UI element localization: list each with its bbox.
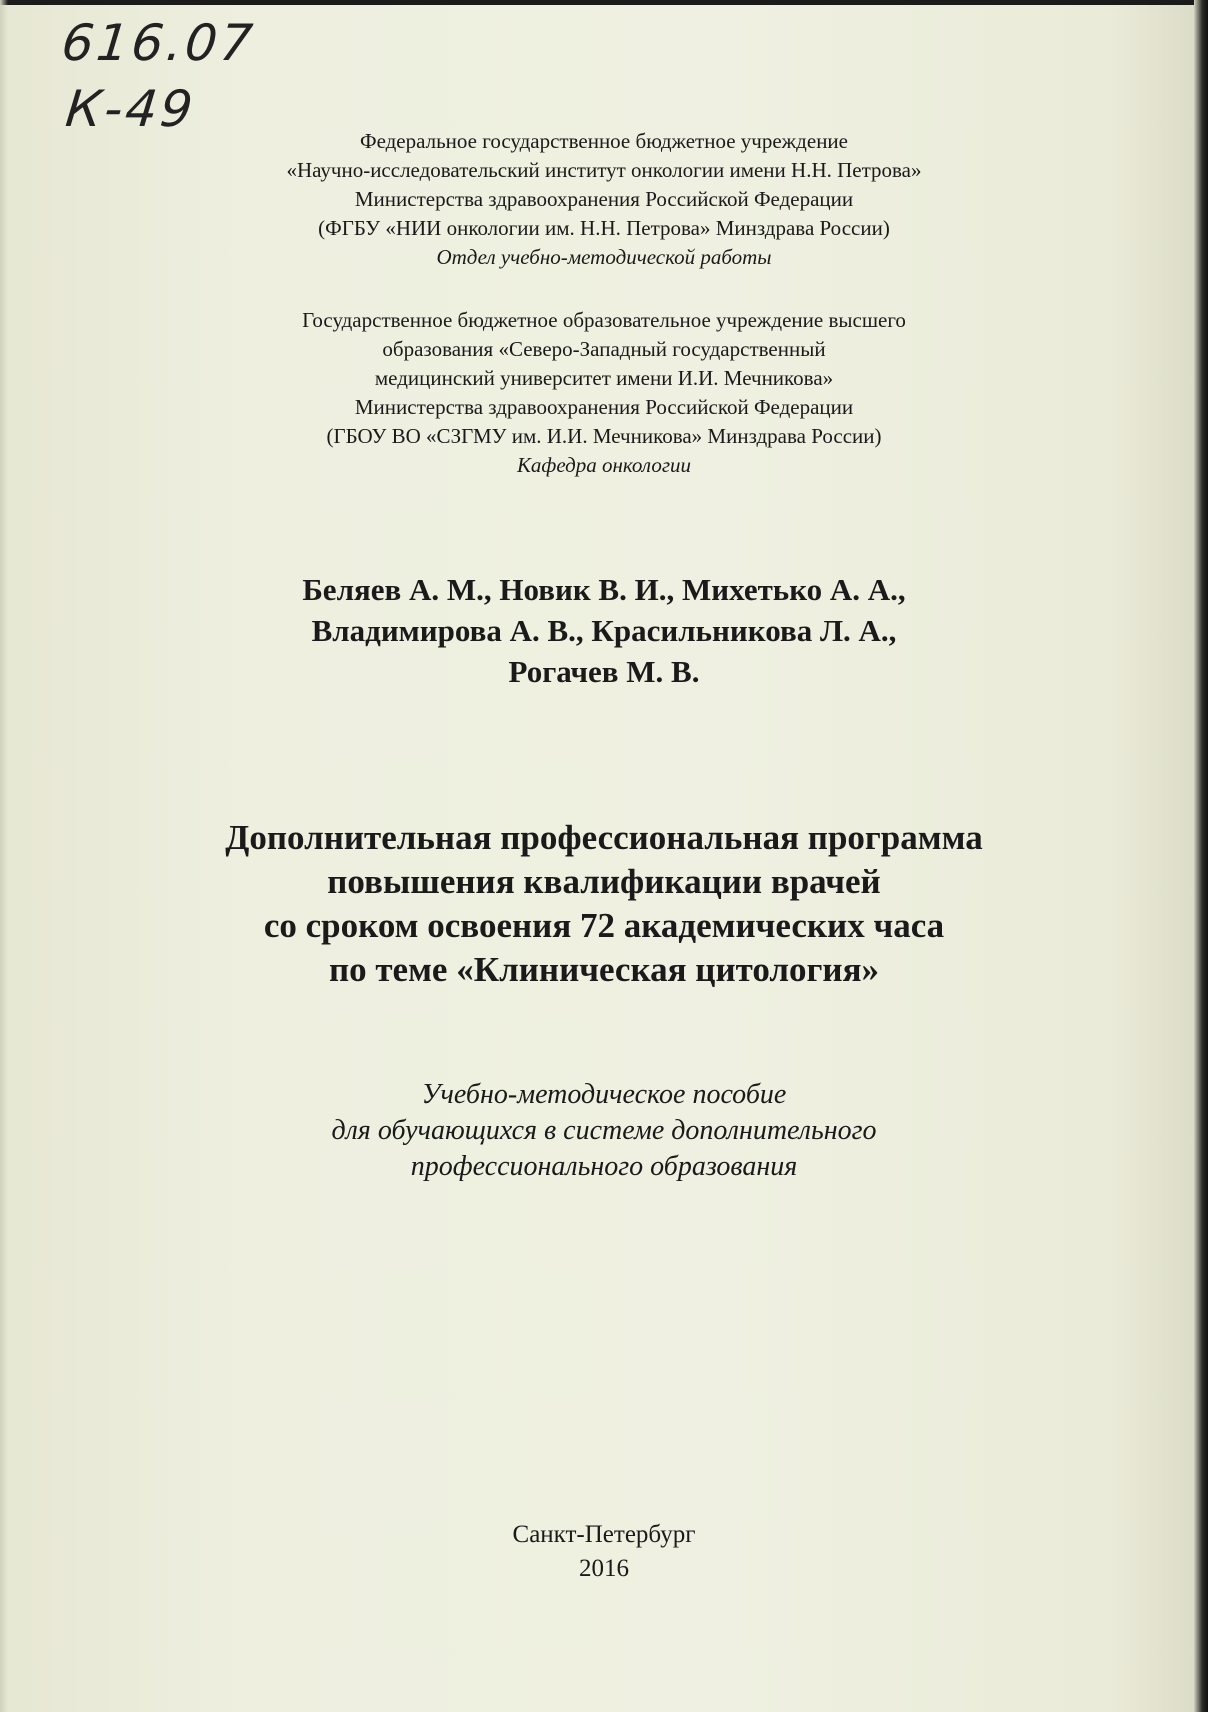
handwritten-shelf-mark-line-1: 616.07 [58, 14, 259, 72]
book-title-line: по теме «Клиническая цитология» [328, 950, 880, 989]
authors-block [0, 569, 1208, 692]
book-title-line: повышения квалификации врачей [327, 862, 881, 901]
scan-top-edge [0, 0, 1208, 5]
institution-2-line: образования «Северо-Западный государственный [382, 337, 826, 361]
book-subtitle [0, 1077, 1208, 1185]
handwritten-shelf-mark-line-2: К-49 [62, 80, 199, 138]
institution-2-department: Кафедра онкологии [516, 453, 692, 477]
imprint-block [0, 1518, 1208, 1586]
book-title-line: со сроком освоения 72 академических часа [263, 906, 945, 945]
authors-line: Беляев А. М., Новик В. И., Михетько А. А., [302, 572, 906, 607]
authors-line: Рогачев М. В. [508, 654, 700, 689]
book-subtitle-line: для обучающихся в системе дополнительного [331, 1115, 877, 1146]
authors-line: Владимирова А. В., Красильникова Л. А., [311, 613, 897, 648]
imprint-city: Санкт-Петербург [512, 1521, 696, 1548]
institution-2-line: Государственное бюджетное образовательное учреждение высшего [302, 308, 906, 332]
institution-2-line: Министерства здравоохранения Российской Федерации [354, 395, 854, 419]
book-title [0, 816, 1208, 992]
institution-1-line: Федеральное государственное бюджетное учреждение [359, 129, 848, 153]
institution-1-line: Министерства здравоохранения Российской Федерации [354, 187, 854, 211]
imprint-year: 2016 [579, 1555, 629, 1582]
institution-1-block [0, 127, 1208, 272]
institution-2-block [0, 306, 1208, 480]
institution-2-line: (ГБОУ ВО «СЗГМУ им. И.И. Мечникова» Минздрава России) [326, 424, 882, 448]
book-subtitle-line: профессионального образования [410, 1151, 798, 1182]
institution-1-line: «Научно-исследовательский институт онкологии имени Н.Н. Петрова» [286, 158, 922, 182]
institution-2-line: медицинский университет имени И.И. Мечникова» [374, 366, 834, 390]
institution-1-department: Отдел учебно-методической работы [436, 245, 772, 269]
institution-1-line: (ФГБУ «НИИ онкологии им. Н.Н. Петрова» Минздрава России) [318, 216, 890, 240]
book-subtitle-line: Учебно-методическое пособие [421, 1079, 787, 1110]
book-title-line: Дополнительная профессиональная программа [225, 818, 983, 857]
